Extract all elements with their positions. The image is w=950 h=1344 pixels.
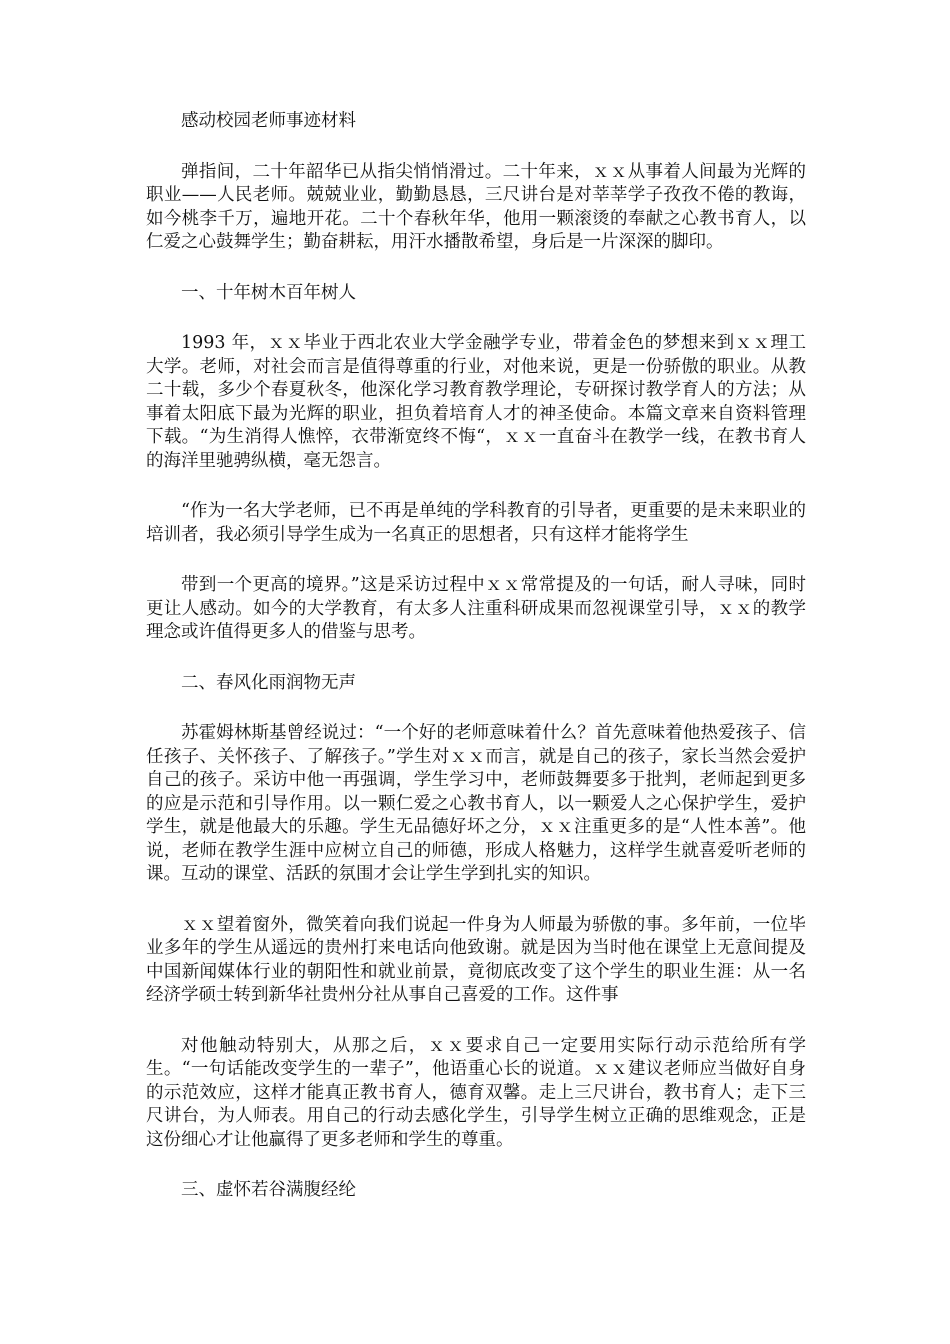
section-1-paragraph-1: 1993 年，ｘｘ毕业于西北农业大学金融学专业，带着金色的梦想来到ｘｘ理工大学。老师，对社会而言是值得尊重的行业，对他来说，更是一份骄傲的职业。从教二十载，多少个春夏秋冬，他深化学习教育教学理论，专研探讨教学育人的方法；从事着太阳底下最为光辉的职业，担负着培育人才的神圣使命。本篇文章来自资料管理下载。“为生消得人憔悴，衣带渐宽终不悔“，ｘｘ一直奋斗在教学一线，在教书育人的海洋里驰骋纵横，毫无怨言。 <box>146 333 806 471</box>
section-1-paragraph-2: “作为一名大学老师，已不再是单纯的学科教育的引导者，更重要的是未来职业的培训者，我必须引导学生成为一名真正的思想者，只有这样才能将学生 <box>146 501 806 545</box>
section-2-paragraph-1: 苏霍姆林斯基曾经说过：“一个好的老师意味着什么？首先意味着他热爱孩子、信任孩子、关怀孩子、了解孩子。”学生对ｘｘ而言，就是自己的孩子，家长当然会爱护自己的孩子。采访中他一再强调，学生学习中，老师鼓舞要多于批判，老师起到更多的应是示范和引导作用。以一颗仁爱之心教书育人，以一颗爱人之心保护学生，爱护学生，就是他最大的乐趣。学生无品德好坏之分，ｘｘ注重更多的是“人性本善”。他说，老师在教学生涯中应树立自己的师德，形成人格魅力，这样学生就喜爱听老师的课。互动的课堂、活跃的氛围才会让学生学到扎实的知识。 <box>146 723 806 884</box>
intro-paragraph: 弹指间，二十年韶华已从指尖悄悄滑过。二十年来，ｘｘ从事着人间最为光辉的职业——人民老师。兢兢业业，勤勤恳恳，三尺讲台是对莘莘学子孜孜不倦的教诲，如今桃李千万，遍地开花。二十个春秋年华，他用一颗滚烫的奉献之心教书育人，以仁爱之心鼓舞学生；勤奋耕耘，用汗水播散希望，身后是一片深深的脚印。 <box>146 161 806 252</box>
document-body <box>146 110 806 1230</box>
section-2-paragraph-3: 对他触动特别大，从那之后，ｘｘ要求自己一定要用实际行动示范给所有学生。“一句话能改变学生的一辈子”，他语重心长的说道。ｘｘ建议老师应当做好自身的示范效应，这样才能真正教书育人，德育双馨。走上三尺讲台，教书育人；走下三尺讲台，为人师表。用自己的行动去感化学生，引导学生树立正确的思维观念，正是这份细心才让他赢得了更多老师和学生的尊重。 <box>146 1035 806 1150</box>
section-2-paragraph-2: ｘｘ望着窗外，微笑着向我们说起一件身为人师最为骄傲的事。多年前，一位毕业多年的学生从遥远的贵州打来电话向他致谢。就是因为当时他在课堂上无意间提及中国新闻媒体行业的朝阳性和就业前景，竟彻底改变了这个学生的职业生涯：从一名经济学硕士转到新华社贵州分社从事自己喜爱的工作。这件事 <box>146 914 806 1005</box>
document-title: 感动校园老师事迹材料 <box>181 111 356 131</box>
section-2-heading: 二、春风化雨润物无声 <box>181 672 356 693</box>
section-1-paragraph-3: 带到一个更高的境界。”这是采访过程中ｘｘ常常提及的一句话，耐人寻味，同时更让人感动。如今的大学教育，有太多人注重科研成果而忽视课堂引导，ｘｘ的教学理念或许值得更多人的借鉴与思考。 <box>146 575 806 642</box>
section-1-heading: 一、十年树木百年树人 <box>181 282 356 303</box>
section-3-heading: 三、虚怀若谷满腹经纶 <box>181 1180 356 1200</box>
